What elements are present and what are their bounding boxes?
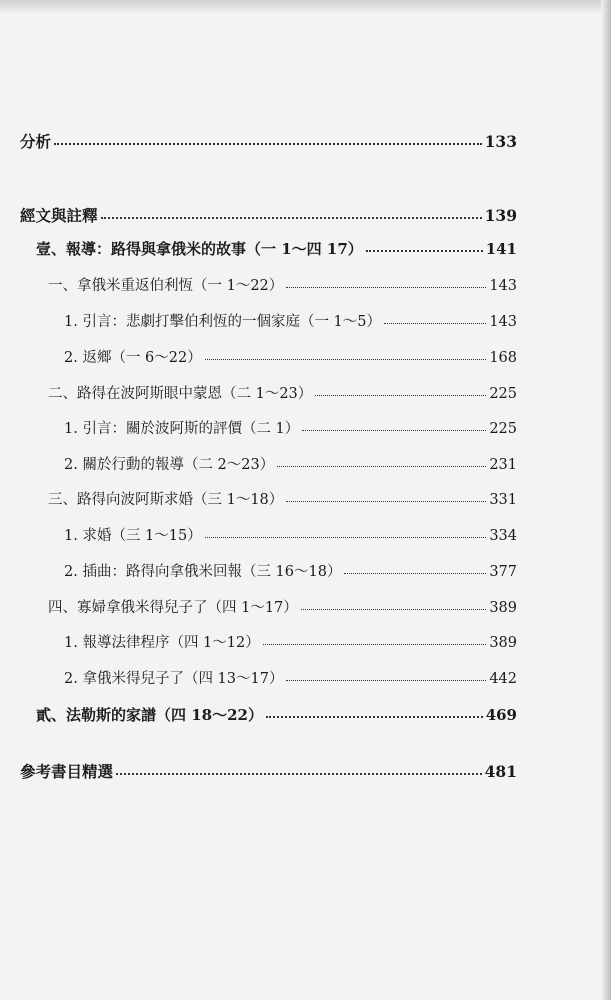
- toc-entry-2-2[interactable]: [64, 453, 517, 474]
- dot-leader: [116, 759, 482, 775]
- dot-leader: [266, 703, 483, 719]
- toc-entry-bibliography[interactable]: [20, 760, 517, 782]
- toc-entry-page: 377: [489, 564, 517, 580]
- toc-entry-title: 1. 報導法律程序（四 1～12）: [64, 635, 260, 651]
- toc-entry-page: 389: [489, 600, 517, 616]
- dot-leader: [286, 488, 486, 502]
- toc-entry-page: 133: [484, 132, 517, 151]
- toc-entry-title: 貳、法勒斯的家譜（四 18～22）: [36, 706, 263, 724]
- toc-entry-3-1[interactable]: [64, 524, 517, 545]
- toc-entry-title: 一、拿俄米重返伯利恆（一 1～22）: [48, 278, 284, 294]
- toc-entry-title: 二、路得在波阿斯眼中蒙恩（二 1～23）: [48, 386, 313, 402]
- toc-entry-page: 481: [484, 762, 517, 781]
- toc-entry-title: 四、寡婦拿俄米得兒子了（四 1～17）: [48, 600, 298, 616]
- dot-leader: [101, 203, 482, 219]
- toc-entry-page: 469: [485, 706, 517, 724]
- toc-entry-page: 334: [489, 528, 517, 544]
- dot-leader: [263, 631, 487, 645]
- toc-entry-3-2[interactable]: [64, 560, 517, 581]
- toc-entry-title: 經文與註釋: [20, 206, 98, 225]
- toc-entry-title: 三、路得向波阿斯求婚（三 1～18）: [48, 492, 284, 508]
- dot-leader: [277, 453, 486, 467]
- toc-entry-title: 1. 引言：悲劇打擊伯利恆的一個家庭（一 1～5）: [64, 314, 382, 330]
- toc-entry-page: 225: [489, 386, 517, 402]
- toc-entry-page: 143: [489, 278, 517, 294]
- toc-entry-1-2[interactable]: [64, 346, 517, 367]
- toc-entry-title: 2. 返鄉（一 6～22）: [64, 350, 202, 366]
- toc-entry-1-1[interactable]: [64, 310, 517, 331]
- toc-entry-part-1[interactable]: [36, 238, 517, 259]
- toc-entry-page: 168: [489, 350, 517, 366]
- toc-entry-title: 2. 插曲：路得向拿俄米回報（三 16～18）: [64, 564, 342, 580]
- dot-leader: [205, 346, 487, 360]
- toc-entry-page: 331: [489, 492, 517, 508]
- toc-entry-title: 2. 關於行動的報導（二 2～23）: [64, 457, 275, 473]
- toc-entry-page: 225: [489, 421, 517, 437]
- toc-entry-page: 143: [489, 314, 517, 330]
- toc-entry-section-4[interactable]: [48, 596, 517, 617]
- toc-entry-section-3[interactable]: [48, 488, 517, 509]
- toc-entry-section-1[interactable]: [48, 274, 517, 295]
- toc-entry-page: 442: [489, 671, 517, 687]
- toc-entry-title: 壹、報導：路得與拿俄米的故事（一 1～四 17）: [36, 240, 363, 258]
- toc-entry-page: 141: [485, 240, 517, 258]
- toc-entry-part-2[interactable]: [36, 704, 517, 725]
- toc-entry-title: 2. 拿俄米得兒子了（四 13～17）: [64, 671, 284, 687]
- toc-entry-title: 分析: [20, 132, 52, 151]
- toc-entry-title: 1. 引言：關於波阿斯的評價（二 1）: [64, 421, 300, 437]
- dot-leader: [384, 310, 486, 324]
- dot-leader: [302, 417, 486, 431]
- toc-entry-title: 參考書目精選: [20, 762, 114, 781]
- toc-entry-title: 1. 求婚（三 1～15）: [64, 528, 202, 544]
- toc-entry-analysis[interactable]: [20, 130, 517, 152]
- dot-leader: [315, 382, 486, 396]
- toc-entry-text-and-notes[interactable]: [20, 204, 517, 226]
- toc-entry-4-1[interactable]: [64, 631, 517, 652]
- dot-leader: [286, 274, 486, 288]
- toc-entry-page: 231: [489, 457, 517, 473]
- dot-leader: [286, 667, 486, 681]
- toc-entry-4-2[interactable]: [64, 667, 517, 688]
- dot-leader: [344, 560, 486, 574]
- toc-entry-2-1[interactable]: [64, 417, 517, 438]
- toc-entry-section-2[interactable]: [48, 382, 517, 403]
- toc-entry-page: 139: [484, 206, 517, 225]
- dot-leader: [205, 524, 487, 538]
- toc-entry-page: 389: [489, 635, 517, 651]
- dot-leader: [366, 237, 483, 253]
- dot-leader: [301, 596, 487, 610]
- dot-leader: [54, 129, 482, 145]
